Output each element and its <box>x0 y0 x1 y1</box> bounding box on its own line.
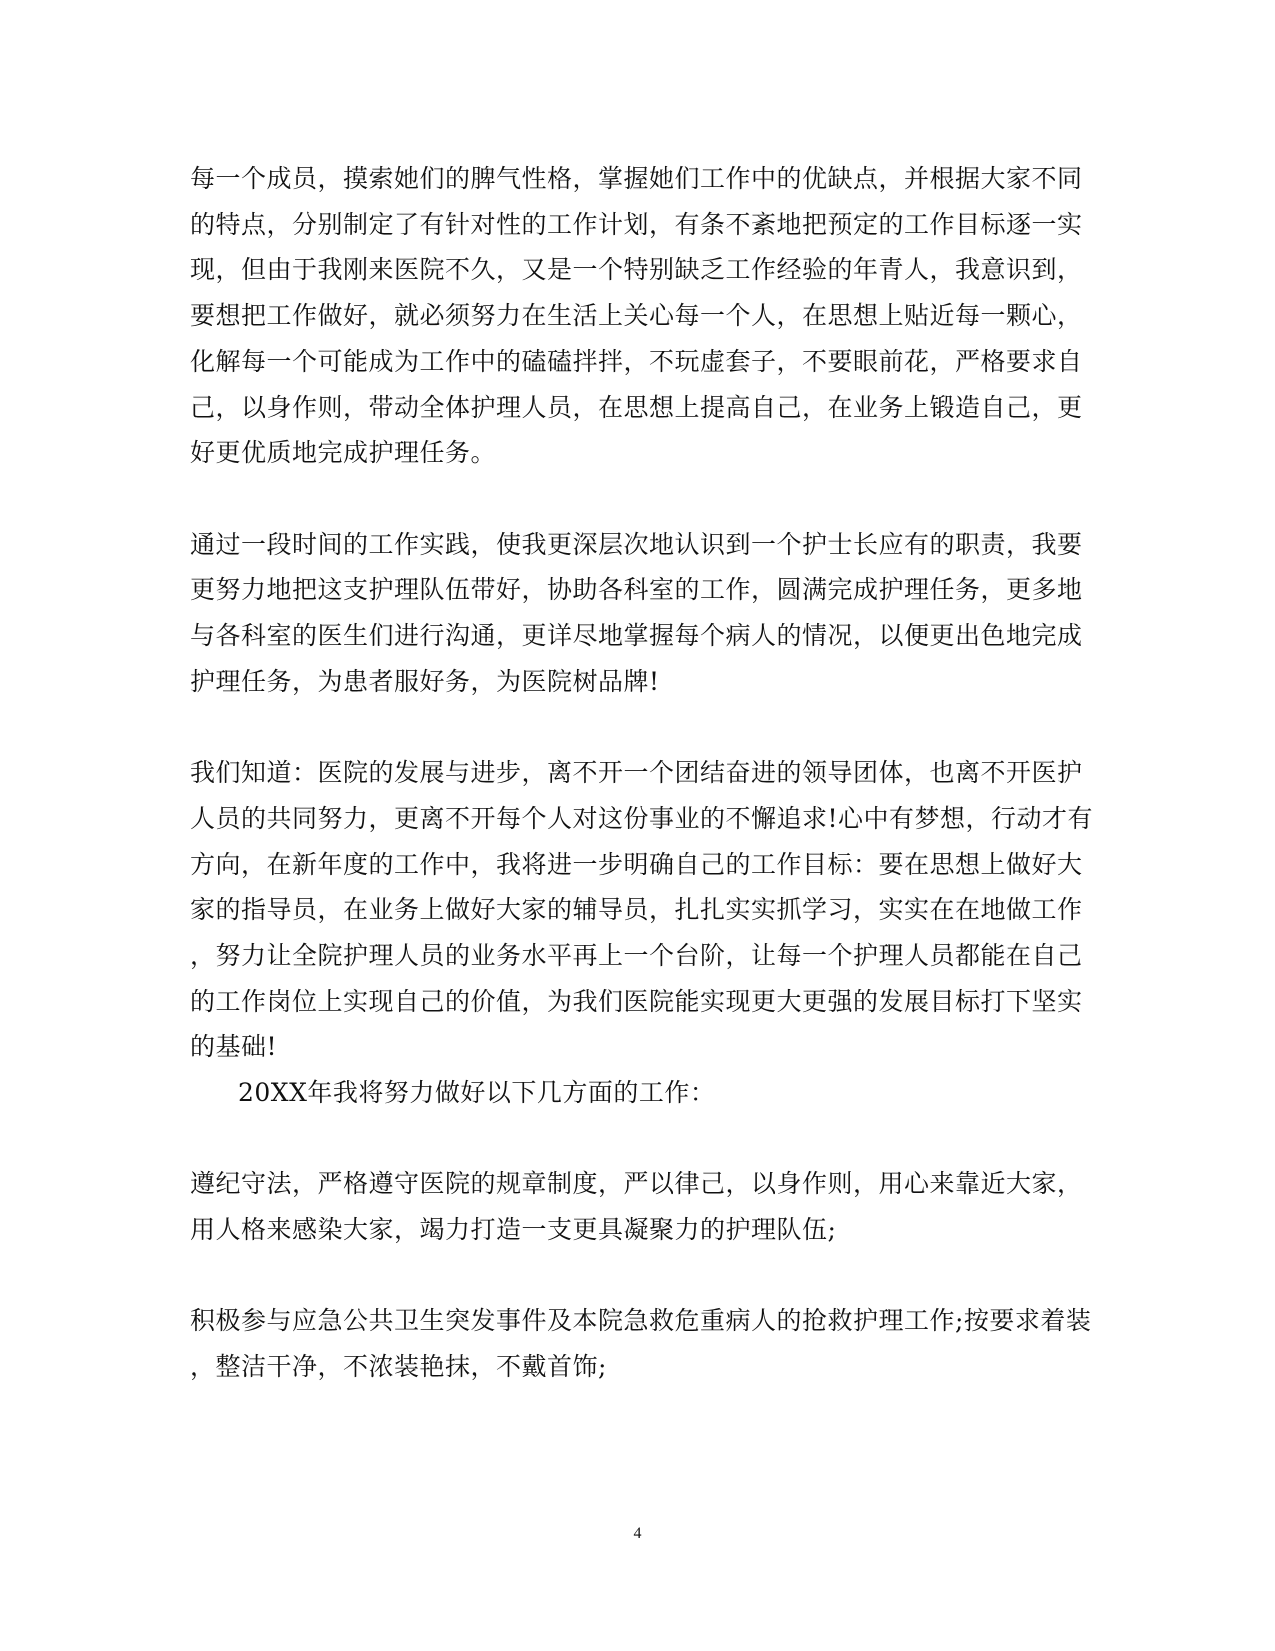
text-line: 我们知道：医院的发展与进步，离不开一个团结奋进的领导团体，也离不开医护 <box>190 758 1083 787</box>
text-line: 积极参与应急公共卫生突发事件及本院急救危重病人的抢救护理工作;按要求着装 <box>190 1306 1092 1335</box>
text-line: 家的指导员，在业务上做好大家的辅导员，扎扎实实抓学习，实实在在地做工作 <box>190 895 1083 924</box>
text-line: 方向，在新年度的工作中，我将进一步明确自己的工作目标：要在思想上做好大 <box>190 850 1083 879</box>
text-line: 人员的共同努力，更离不开每个人对这份事业的不懈追求!心中有梦想，行动才有 <box>190 804 1094 833</box>
text-line: 更努力地把这支护理队伍带好，协助各科室的工作，圆满完成护理任务，更多地 <box>190 575 1083 604</box>
text-line: 20XX年我将努力做好以下几方面的工作： <box>238 1078 716 1107</box>
text-line: ，整洁干净，不浓装艳抹，不戴首饰; <box>190 1352 607 1381</box>
text-line: 与各科室的医生们进行沟通，更详尽地掌握每个病人的情况，以便更出色地完成 <box>190 621 1083 650</box>
text-line: 要想把工作做好，就必须努力在生活上关心每一个人，在思想上贴近每一颗心， <box>190 301 1083 330</box>
text-line: 遵纪守法，严格遵守医院的规章制度，严以律己，以身作则，用心来靠近大家， <box>190 1169 1083 1198</box>
text-line: 好更优质地完成护理任务。 <box>190 438 497 467</box>
text-line: 己，以身作则，带动全体护理人员，在思想上提高自己，在业务上锻造自己，更 <box>190 393 1083 422</box>
text-line: 的特点，分别制定了有针对性的工作计划，有条不紊地把预定的工作目标逐一实 <box>190 210 1083 239</box>
text-line: 化解每一个可能成为工作中的磕磕拌拌，不玩虚套子，不要眼前花，严格要求自 <box>190 347 1083 376</box>
text-line: 每一个成员，摸索她们的脾气性格，掌握她们工作中的优缺点，并根据大家不同 <box>190 164 1083 193</box>
text-line: 的基础! <box>190 1032 278 1061</box>
text-line: 现，但由于我刚来医院不久，又是一个特别缺乏工作经验的年青人，我意识到， <box>190 255 1083 284</box>
text-line: 通过一段时间的工作实践，使我更深层次地认识到一个护士长应有的职责，我要 <box>190 530 1083 559</box>
text-line: ，努力让全院护理人员的业务水平再上一个台阶，让每一个护理人员都能在自己 <box>190 941 1083 970</box>
text-line: 护理任务，为患者服好务，为医院树品牌! <box>190 667 660 696</box>
text-line: 的工作岗位上实现自己的价值，为我们医院能实现更大更强的发展目标打下坚实 <box>190 987 1083 1016</box>
text-line: 用人格来感染大家，竭力打造一支更具凝聚力的护理队伍; <box>190 1215 837 1244</box>
page-number: 4 <box>633 1525 642 1542</box>
